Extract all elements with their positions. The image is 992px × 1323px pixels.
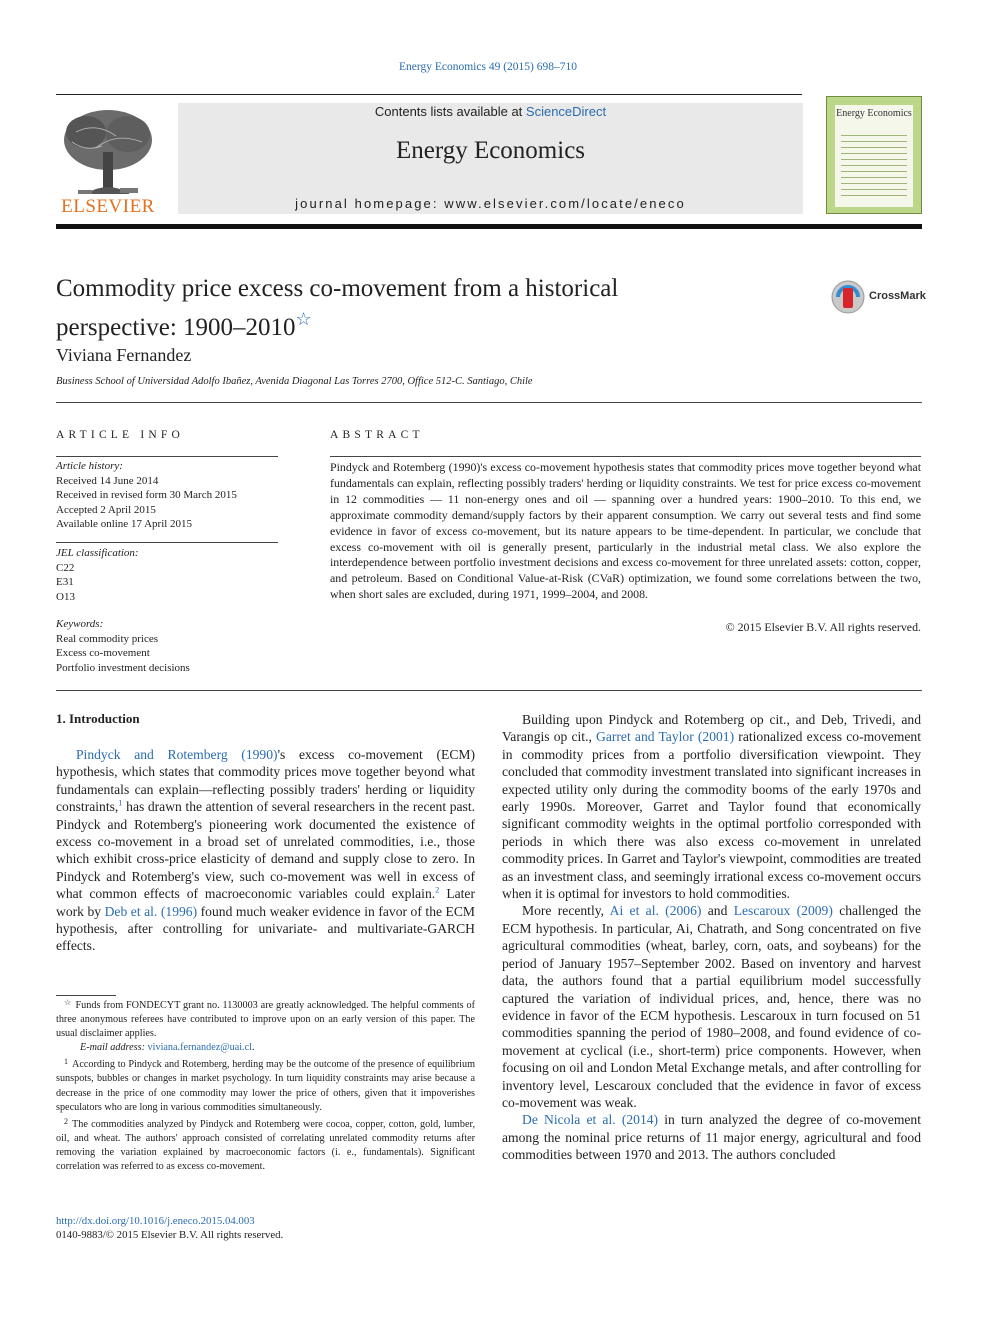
footnote-ref-2[interactable]: 2: [435, 884, 440, 895]
history-revised: Received in revised form 30 March 2015: [56, 489, 237, 502]
section-heading-introduction: 1. Introduction: [56, 711, 140, 726]
cover-page: [835, 105, 913, 207]
keyword-item: Excess co-movement: [56, 647, 150, 660]
paragraph-text: has drawn the attention of several researchers in the recent past. Pindyck and Rotemberg's pioneering work documented the existence of excess co-movement in a broad set of unrelated commodities, i.e., those which exhibit cross-price elasticity of demand and supply close to zero. In Pindyck and Rotemberg's view, such co-movement was well in excess of what common effects of macroeconomic variables could explain.: [56, 799, 475, 902]
citation-ai-2006[interactable]: Ai et al. (2006): [609, 903, 702, 919]
paragraph-text: in turn analyzed the degree of co-movement among the nominal price returns of 11 major energy, agricultural and food commodities between 1970 and 2013. The authors concluded: [502, 1112, 921, 1163]
article-title: [56, 274, 736, 343]
contents-prefix: Contents lists available at: [374, 104, 526, 119]
footnote-mark: 2: [64, 1116, 68, 1126]
abstract-rule: [330, 456, 921, 457]
abstract-text: Pindyck and Rotemberg (1990)'s excess co-movement hypothesis states that commodity prices move together beyond what fundamentals can explain, reflecting possibly traders' herding or liquidity constraints. We test for price excess co-movement in 12 commodities — 11 non-energy ones and oil — spanning over a hundred years: 1900–2010. To this end, we approximate commodity demand/supply factors by their apparent consumption. We carry out several tests and find some evidence in favor of excess co-movement, but its nature appears to be time-dependent. In particular, we conclude that excess co-movement with oil is generally present, particularly in the industrial metal class. We also explore the interdependence between portfolio investment decisions and excess co-movement for three unrelated assets: cotton, copper, and petroleum. Based on Conditional Value-at-Risk (CVaR) optimization, we found some correlations between the two, when short sales are excluded, during 1971, 1999–2004, and 2008.: [330, 460, 921, 602]
journal-reference[interactable]: Energy Economics 49 (2015) 698–710: [398, 61, 577, 73]
footnote-ref-1[interactable]: 1: [118, 797, 123, 808]
author-name: Viviana Fernandez: [56, 345, 192, 365]
jel-classification: [56, 546, 278, 604]
article-history: [56, 459, 278, 532]
keywords: [56, 617, 278, 675]
paragraph-text: Later work by: [56, 886, 475, 919]
paragraph-text: found much weaker evidence in favor of the ECM hypothesis, after controlling for univariate- and multivariate-GARCH effects.: [56, 903, 476, 954]
header-top-rule: [56, 94, 802, 95]
keywords-label: Keywords:: [56, 618, 104, 630]
jel-label: JEL classification:: [56, 547, 139, 559]
sciencedirect-link[interactable]: ScienceDirect: [525, 104, 607, 119]
intro-left-column: [56, 746, 475, 955]
crossmark-label[interactable]: CrossMark: [869, 290, 926, 302]
journal-title: Energy Economics: [395, 137, 586, 164]
intro-right-column: [502, 711, 921, 1164]
paragraph-text: and: [701, 903, 734, 919]
footnote-star: [56, 996, 475, 1041]
paragraph-text: 's excess co-movement (ECM) hypothesis, which states that commodity prices move together beyond what fundamentals can explain—reflecting possibly traders' herding or liquidity constraints,: [56, 747, 475, 815]
article-info-rule: [56, 456, 278, 457]
history-received: Received 14 June 2014: [56, 474, 159, 487]
jel-code: E31: [56, 576, 74, 589]
intro-paragraph-1: [56, 746, 475, 955]
intro-paragraph-2: [502, 711, 921, 902]
keyword-item: Portfolio investment decisions: [56, 661, 190, 674]
history-accepted: Accepted 2 April 2015: [56, 503, 156, 516]
issn-copyright: 0140-9883/© 2015 Elsevier B.V. All rights reserved.: [56, 1229, 284, 1241]
journal-homepage[interactable]: journal homepage: www.elsevier.com/locate/eneco: [295, 196, 686, 211]
footnote-star-icon: ☆: [64, 998, 72, 1007]
cover-text-lines: [841, 135, 907, 201]
journal-cover-thumbnail[interactable]: [826, 96, 922, 214]
article-info-heading: ARTICLE INFO: [56, 429, 184, 441]
title-footnote-star-icon[interactable]: ☆: [295, 309, 312, 329]
paragraph-text: rationalized excess co-movement in commodity prices from a portfolio diversification viewpoint. They concluded that commodity investment translated into significant increases in expected utility only during the commodity booms of the early 1970s and early 1990s. Moreover, Garret and Taylor found that economically significant commodity weights in the optimal portfolio corresponded with periods in which there was also excess co-movement in unrelated commodity prices. In Garret and Taylor's viewpoint, commodities are treated as an investment class, and seemingly irrational excess co-movement occurs when it is optimal for investors to hold commodities.: [502, 729, 921, 902]
footnotes: [56, 996, 475, 1174]
article-title-text: Commodity price excess co-movement from a historical perspective: 1900–2010: [56, 275, 619, 341]
jel-code: O13: [56, 590, 75, 603]
history-rule: [56, 542, 278, 543]
intro-paragraph-3: [502, 902, 921, 1111]
article-history-label: Article history:: [56, 460, 123, 472]
paragraph-text: challenged the ECM hypothesis. In particular, Ai, Chatrath, and Song concentrated on five agricultural commodities (wheat, barley, corn, oats, and soybeans) for the period of January 1957–September 2002. Based on inventory and harvest data, the authors found that a partial equilibrium model successfully captured the variation of individual prices, and, hence, there was no evidence in favor of the ECM hypothesis. Lescaroux in turn focused on 51 commodities spanning the period of 1980–2008, and found evidence of co-movement at cyclical (i.e., short-term) price components. However, when focusing on oil and London Metal Exchange metals, and after controlling for inventory level, Lescaroux concluded that the evidence in favor of excess co-movement was weak.: [502, 903, 921, 1110]
citation-lescaroux-2009[interactable]: Lescaroux (2009): [733, 903, 833, 919]
contents-line: [178, 104, 803, 119]
history-online: Available online 17 April 2015: [56, 518, 193, 531]
doi-link[interactable]: http://dx.doi.org/10.1016/j.eneco.2015.04.003: [56, 1215, 255, 1227]
abstract-copyright: © 2015 Elsevier B.V. All rights reserved.: [725, 620, 921, 634]
keyword-item: Real commodity prices: [56, 632, 159, 645]
footnote-email: E-mail address: viviana.fernandez@uai.cl.: [80, 1042, 255, 1054]
author-email-link[interactable]: viviana.fernandez@uai.cl: [147, 1042, 252, 1054]
intro-paragraph-4: [502, 1111, 921, 1163]
footnote-text: Funds from FONDECYT grant no. 1130003 are greatly acknowledged. The helpful comments of three anonymous referees have contributed to improve upon on an early version of this paper. The usual disclaimer applies.: [56, 1000, 475, 1040]
paragraph-text: Building upon Pindyck and Rotemberg op cit., and Deb, Trivedi, and Varangis op cit.,: [502, 712, 921, 745]
footnote-2: [56, 1115, 475, 1174]
elsevier-wordmark[interactable]: ELSEVIER: [61, 196, 155, 217]
footnote-text: According to Pindyck and Rotemberg, herding may be the outcome of the presence of equilibrium sunspots, bubbles or changes in market psychology. In turn liquidity constraints may arise because a decrease in the price of one commodity may lower the price of others, given that it impoverishes speculators who are long in various commodities simultaneously.: [56, 1059, 475, 1113]
citation-deb-1996[interactable]: Deb et al. (1996): [104, 903, 198, 919]
cover-title: Energy Economics: [836, 108, 912, 119]
citation-de-nicola-2014[interactable]: De Nicola et al. (2014): [522, 1112, 659, 1128]
paragraph-text: More recently,: [522, 903, 610, 919]
jel-code: C22: [56, 561, 75, 574]
author-affiliation: Business School of Universidad Adolfo Ibañez, Avenida Diagonal Las Torres 2700, Office 512-C. Santiago, Chile: [56, 376, 533, 387]
footnote-mark: 1: [64, 1057, 68, 1067]
abstract-heading: ABSTRACT: [330, 429, 424, 441]
citation-garret-taylor-2001[interactable]: Garret and Taylor (2001): [596, 729, 735, 745]
abstract-bottom-rule: [56, 690, 922, 691]
footnote-1: [56, 1055, 475, 1114]
title-separator-rule: [56, 402, 922, 403]
email-label: E-mail address:: [80, 1042, 145, 1054]
header-thick-rule: [56, 224, 922, 229]
footnote-text: The commodities analyzed by Pindyck and Rotemberg were cocoa, copper, cotton, gold, lumber, oil, and wheat. The authors' approach consisted of correlating unrelated commodity returns after removing the variation explained by macroeconomic factors (i. e., fundamentals). Significant correlation was referred to as excess co-movement.: [56, 1118, 475, 1173]
citation-pindyck-rotemberg-1990[interactable]: Pindyck and Rotemberg (1990): [76, 747, 278, 762]
